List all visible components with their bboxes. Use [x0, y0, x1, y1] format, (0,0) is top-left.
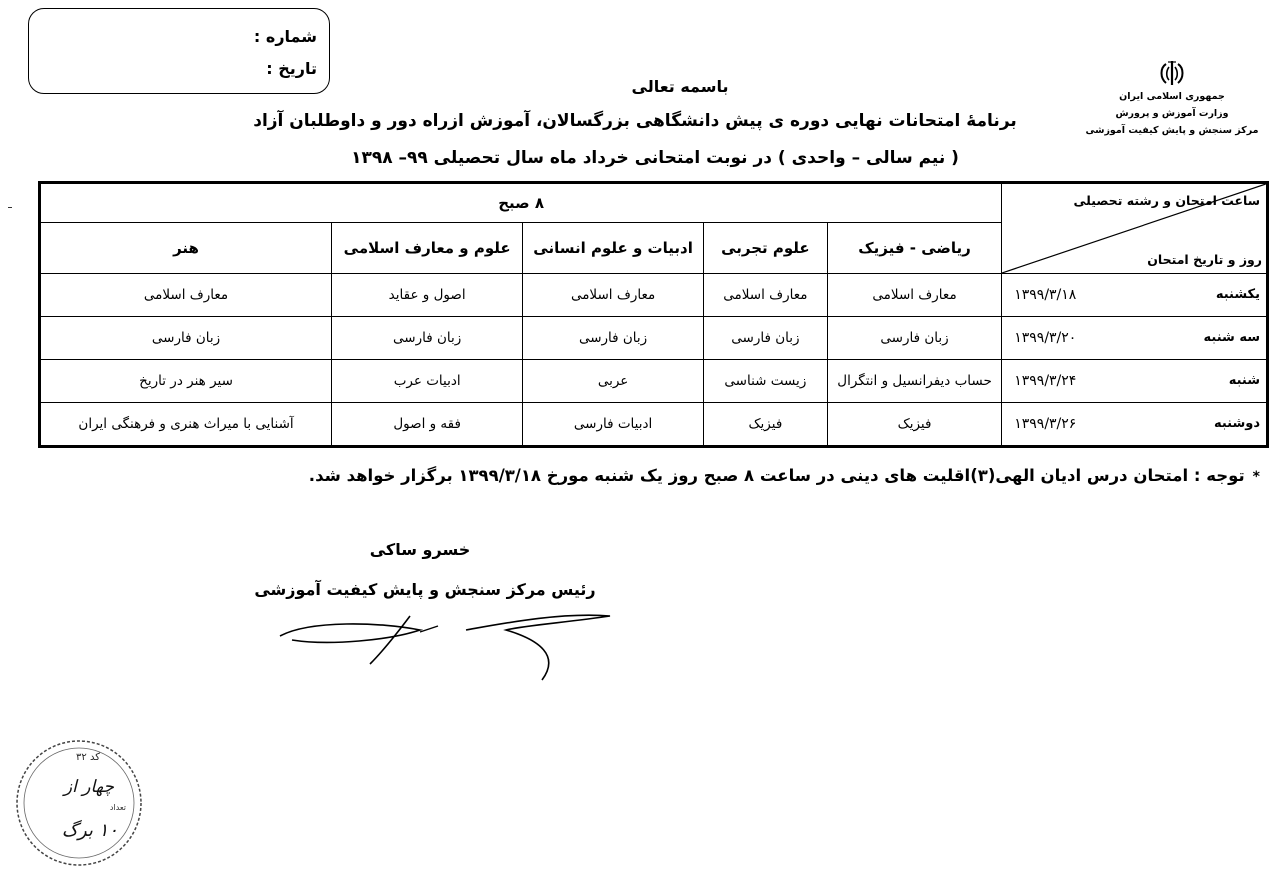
- subject-cell: سیر هنر در تاریخ: [40, 360, 332, 403]
- corner-bottom-label: روز و تاریخ امتحان: [1147, 252, 1262, 267]
- iran-emblem-icon: [1155, 58, 1189, 88]
- subject-cell: فقه و اصول: [332, 403, 523, 447]
- table-row: [40, 317, 1268, 360]
- subject-cell: فیزیک: [703, 403, 827, 447]
- stamp-count-words: چهار از: [63, 777, 114, 797]
- subject-cell: حساب دیفرانسیل و انتگرال: [827, 360, 1001, 403]
- table-corner-header: [1002, 183, 1268, 274]
- day-date-cell: [1002, 403, 1268, 447]
- subject-cell: ادبیات عرب: [332, 360, 523, 403]
- corner-top-label: ساعت امتحان و رشته تحصیلی: [1073, 193, 1260, 208]
- exam-date: ۱۳۹۹/۳/۲۴: [1014, 373, 1077, 389]
- day-date-cell: [1002, 317, 1268, 360]
- ministry-emblem-block: [1082, 58, 1262, 139]
- exam-note: [260, 466, 1260, 485]
- subject-cell: زبان فارسی: [703, 317, 827, 360]
- field-header: علوم و معارف اسلامی: [332, 223, 523, 274]
- stamp-code: کد ۳۲: [76, 752, 100, 763]
- stamp-pages: ۱۰ برگ: [61, 820, 118, 841]
- subject-cell: زبان فارسی: [40, 317, 332, 360]
- day-name: دوشنبه: [1213, 416, 1260, 431]
- stamp-count-label: تعداد: [109, 803, 126, 812]
- subject-cell: زبان فارسی: [827, 317, 1001, 360]
- subject-cell: ادبیات فارسی: [523, 403, 704, 447]
- exam-date: ۱۳۹۹/۳/۲۶: [1014, 416, 1077, 432]
- exam-time-header: ۸ صبح: [40, 183, 1002, 223]
- subject-cell: معارف اسلامی: [523, 274, 704, 317]
- table-row: [40, 274, 1268, 317]
- day-date-cell: [1002, 360, 1268, 403]
- day-name: سه شنبه: [1203, 330, 1260, 345]
- field-header: علوم تجربی: [703, 223, 827, 274]
- field-header: هنر: [40, 223, 332, 274]
- table-row: [40, 403, 1268, 447]
- note-marker: *: [1252, 469, 1260, 485]
- document-title: برنامۀ امتحانات نهایی دوره ی پیش دانشگاهی بزرگسالان، آموزش ازراه دور و داوطلبان آزاد: [253, 111, 1017, 131]
- subject-cell: زبان فارسی: [523, 317, 704, 360]
- bismillah-heading: باسمه تعالی: [631, 77, 729, 96]
- subject-cell: زیست شناسی: [703, 360, 827, 403]
- day-name: یکشنبه: [1215, 287, 1260, 302]
- emblem-line-center: مرکز سنجش و پایش کیفیت آموزشی: [1085, 125, 1259, 136]
- note-text: توجه : امتحان درس ادیان الهی(۳)اقلیت های دینی در ساعت ۸ صبح روز یک شنبه مورخ ۱۳۹۹/۳/۱۸ برگزار خواهد شد.: [308, 466, 1245, 485]
- page-count-stamp: [14, 738, 144, 872]
- exam-date: ۱۳۹۹/۳/۲۰: [1014, 330, 1077, 346]
- stamp-circle: [14, 738, 144, 868]
- field-header: ریاضی - فیزیک: [827, 223, 1001, 274]
- subject-cell: معارف اسلامی: [40, 274, 332, 317]
- emblem-line-ministry: وزارت آموزش و پرورش: [1115, 108, 1229, 119]
- date-label: تاریخ :: [266, 59, 317, 78]
- exam-date: ۱۳۹۹/۳/۱۸: [1014, 287, 1077, 303]
- field-header: ادبیات و علوم انسانی: [523, 223, 704, 274]
- emblem-line-country: جمهوری اسلامی ایران: [1119, 91, 1225, 102]
- subject-cell: عربی: [523, 360, 704, 403]
- subject-cell: معارف اسلامی: [827, 274, 1001, 317]
- signer-name: خسرو ساکی: [369, 540, 471, 559]
- day-date-cell: [1002, 274, 1268, 317]
- table-row: [40, 360, 1268, 403]
- day-name: شنبه: [1228, 373, 1260, 388]
- signer-position: رئیس مرکز سنجش و پایش کیفیت آموزشی: [254, 580, 596, 599]
- number-label: شماره :: [253, 27, 317, 46]
- handwritten-signature: [270, 600, 630, 690]
- document-subtitle: ( نیم سالی – واحدی ) در نوبت امتحانی خرداد ماه سال تحصیلی ۹۹– ۱۳۹۸: [351, 148, 959, 168]
- subject-cell: زبان فارسی: [332, 317, 523, 360]
- subject-cell: اصول و عقاید: [332, 274, 523, 317]
- subject-cell: فیزیک: [827, 403, 1001, 447]
- subject-cell: آشنایی با میراث هنری و فرهنگی ایران: [40, 403, 332, 447]
- letter-number-date-box: [28, 8, 330, 94]
- margin-mark: [8, 207, 12, 208]
- subject-cell: معارف اسلامی: [703, 274, 827, 317]
- exam-schedule-table: [38, 181, 1269, 448]
